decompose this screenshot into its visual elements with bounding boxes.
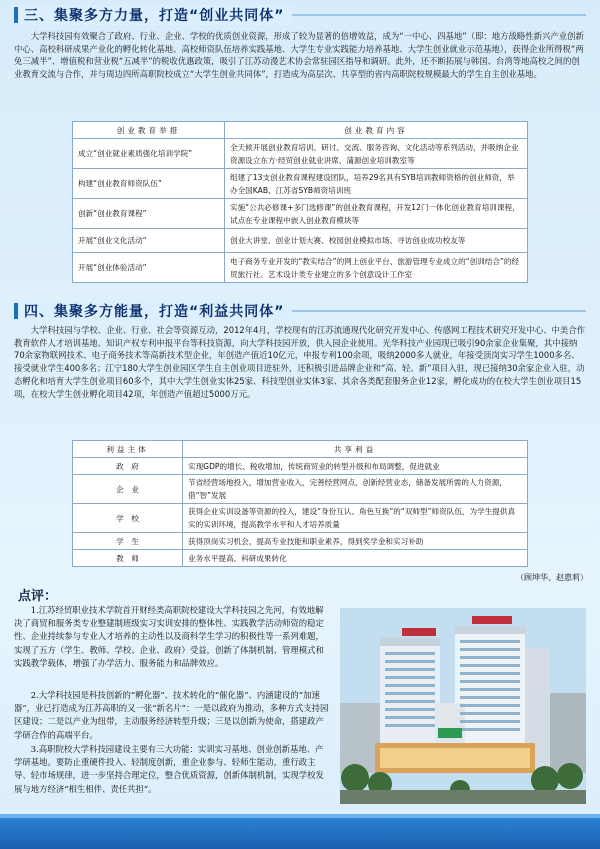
- table-cell: 开展“创业文化活动”: [73, 229, 225, 253]
- table-cell: 全天候开展创业教育培训、研讨、交流、服务咨询、文化活动等系列活动，并吸纳企业资源设立东方·经贸创业就业讲席、蒲源创业培训教室等: [225, 139, 528, 169]
- section-title-4: [14, 300, 586, 322]
- table-cell: 教 师: [73, 550, 183, 567]
- commentary-paragraph-1: 1.江苏经贸职业技术学院首开财经类高职院校建设大学科技园之先河，有效地解决了商贸和服务类专业整建制班级实习实训安排的整体性、实践教学活动师资的稳定性、企业持续参与专业人才培养的主动性以及商科学生学习的积极性等一系列难题，实现了五方（学生、教师、学校、企业、政府）受益，创新了体制机制、管理模式和实践教学载体，增强了办学活力、服务能力和品牌效应。: [14, 605, 324, 668]
- section-title-3-text: 三、集聚多方力量，打造“创业共同体”: [14, 5, 292, 25]
- table-row: [73, 229, 528, 253]
- commentary-paragraph-2: 2.大学科技园是科技创新的“孵化器”、技术转化的“催化器”、内涵建设的“加速器”，业已打造成为江苏高职的又一张“新名片”：一是以政府为推动，多种方式支持园区建设；二是以产业为纽带，主动服务经济转型升级；三是以创新为使命，搭建政产学研合作的高端平台。: [14, 690, 329, 740]
- table-cell: 政 府: [73, 458, 183, 475]
- table-header: 创业教育内容: [225, 122, 528, 139]
- table-header-row: [73, 441, 528, 458]
- table-row: [73, 475, 528, 504]
- table-row: [73, 139, 528, 169]
- table-cell: 组建了13支创业教育课程建设团队，培养29名具有SYB培训教师资格的创业师资，举办全国KAB、江苏省SYB师资培训班: [225, 169, 528, 199]
- table-row: [73, 458, 528, 475]
- table-row: [73, 253, 528, 283]
- commentary-paragraph-3: 3.高职院校大学科技园建设主要有三大功能：实训实习基地、创业创新基地、产学研基地。要防止重硬件投入、轻制度创新，重企业参与、轻师生能动，重行政主导、轻市场规律，进一步坚持合理定位，整合优质资源，创新体制机制，实现学校发展与地方经济“相生相伴、责任共担”。: [14, 744, 324, 794]
- table-cell: 业务水平提高、科研成果转化: [183, 550, 528, 567]
- shared-benefits-table: [72, 440, 528, 567]
- education-measures-table: [72, 121, 528, 283]
- table-header-row: [73, 122, 528, 139]
- author-credit: （顾坤华、赵惠莉）: [516, 573, 588, 582]
- table-cell: 学 校: [73, 504, 183, 533]
- table-row: [73, 504, 528, 533]
- table-header: 共享利益: [183, 441, 528, 458]
- footer-stripe: [0, 814, 600, 818]
- table-row: [73, 550, 528, 567]
- table-row: [73, 533, 528, 550]
- building-illustration: [340, 608, 586, 804]
- table-cell: 构建“创业教育师资队伍”: [73, 169, 225, 199]
- footer-band: [0, 814, 600, 849]
- commentary-heading: 点评：: [18, 589, 58, 604]
- table-cell: 实现GDP的增长、税收增加，传统商贸业的转型升级和布局调整，促进就业: [183, 458, 528, 475]
- table-row: [73, 169, 528, 199]
- table-cell: 学 生: [73, 533, 183, 550]
- table-cell: 成立“创业就业素质强化培训学院”: [73, 139, 225, 169]
- section-title-3: [14, 4, 586, 26]
- building-photo: [340, 608, 586, 804]
- table-cell: 获得企业实训设备等资源的投入，建设“身份互认、角色互换”的“双师型”师资队伍，为学生提供真实的实训环境，提高教学水平和人才培养质量: [183, 504, 528, 533]
- table-cell: 节省经营场地投入，增加营业收入，完善经营网点，创新经营业态，储备发展所需的人力资源，借“智”发展: [183, 475, 528, 504]
- table-cell: 获得顶岗实习机会，提高专业技能和职业素养，得到奖学金和实习补助: [183, 533, 528, 550]
- table-cell: 电子商务专业开发的“教实结合”的网上创业平台、旅游管理专业成立的“创训结合”的经贸旅行社、艺术设计类专业建立的多个创意设计工作室: [225, 253, 528, 283]
- section-4-paragraph: 大学科技园与学校、企业、行业、社会等资源互动，2012年4月，学校现有的江苏流通现代化研究开发中心、传感网工程技术研究开发中心、中美合作教育软件人才培训基地、知识产权专利申报平台等科技资源，向大学科技园开放，供入园企业使用。光华科技产业园现已吸引90余家企业集聚，其中接纳70余家物联网技术、电子商务技术等高新技术型企业，年创造产值近10亿元，申报专利100余项，吸纳2000多人就业，年接受顶岗实习学生1000多名、接受就业学生400多名；江宁180大学生创业园区学生自主创业项目进驻外，还积极引进品牌企业和“高、轻、新”项目入驻，现已接纳30余家企业入驻，动态孵化和培育大学生创业项目60多个，其中大学生创业实体25家、科技型创业实体3家、其余各类配套服务企业12家，孵化成功的在校大学生创业项目15项，在校大学生创业孵化项目42项，年创造产值超过5000万元。: [14, 325, 586, 399]
- table-cell: 开展“创业体验活动”: [73, 253, 225, 283]
- table-cell: 创业大讲堂、创业计划大赛、校园创业模拟市场、寻访创业成功校友等: [225, 229, 528, 253]
- table-cell: 企 业: [73, 475, 183, 504]
- table-header: 创业教育举措: [73, 122, 225, 139]
- table-row: [73, 199, 528, 229]
- table-cell: 创新“创业教育课程”: [73, 199, 225, 229]
- table-header: 利益主体: [73, 441, 183, 458]
- table-cell: 实施“公共必修课+多门选修课”的创业教育课程，开发12门一体化创业教育培训课程，试点在专业课程中嵌入创业教育模块等: [225, 199, 528, 229]
- section-3-paragraph: 大学科技园有效聚合了政府、行业、企业、学校的优质创业资源，形成了较为显著的倍增效益，成为“一中心、四基地”（即：地方战略性新兴产业创新中心、高校科研成果产业化的孵化转化基地、高校师资队伍培养实践基地、大学生专业实践能力培养基地、大学生创业就业示范基地），获得企业所得税“两免三减半”、增值税和营业税“五减半”的税收优惠政策，吸引了江苏动漫艺术协会常驻园区指导和调研。此外，还不断拓展与韩国、台湾等地高校之间的创业教育交流与合作，并与周边四所高职院校成立“大学生创业共同体”，打造成为高层次、共享型的省内高职院校规模最大的学生自主创业基地。: [14, 31, 584, 80]
- section-title-4-text: 四、集聚多方能量，打造“利益共同体”: [14, 301, 292, 321]
